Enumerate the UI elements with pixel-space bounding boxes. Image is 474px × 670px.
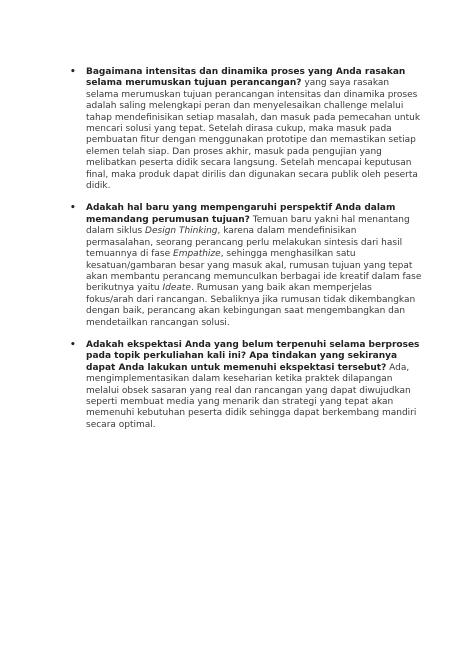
answer-segment: Temuan baru yakni hal menantang dalam siklus — [86, 214, 410, 237]
answer-segment: yang saya rasakan selama merumuskan tujuan perancangan intensitas dan dinamika proses adalah saling melengkapi peran dan menyelesaikan challenge melalui tahap mendefinisikan setiap masalah, dan masuk pada pemecahan untuk mencari solusi yang tepat. Setelah dirasa cukup, maka masuk pada pembuatan fitur dengan menggunakan prototipe dan memastikan setiap elemen telah siap. Dan proses akhir, masuk pada pengujian yang melibatkan peserta didik secara langsung. Setelah mencapai keputusan final, maka produk dapat dirilis dan digunakan secara publik oleh peserta didik. — [86, 78, 421, 192]
answer-segment: , sehingga menghasilkan satu kesatuan/gambaran besar yang masuk akal, rumusan tujuan yang tepat akan membantu perancang memunculkan berbagai ide kreatif dalam fase berikutnya yaitu — [86, 249, 422, 294]
answer-italic-term: Design Thinking — [145, 226, 218, 237]
answer-italic-term: Empathize — [173, 249, 221, 260]
bullet-marker: • — [70, 67, 76, 77]
reflection-list — [70, 67, 422, 442]
bullet-marker: • — [70, 339, 76, 350]
answer-text — [86, 215, 421, 328]
answer-segment: Ada, mengimplementasikan dalam keseharian ketika praktek dilapangan melalui obsek sasaran yang real dan rancangan yang dapat diwujudkan seperti membuat media yang menarik dan strategi yang tepat akan memenuhi kebutuhan peserta didik sehingga dapat berkembang mandiri secara optimal. — [86, 362, 417, 430]
list-item — [70, 67, 422, 192]
list-item — [70, 203, 422, 328]
answer-text — [86, 78, 420, 191]
list-item — [70, 340, 422, 431]
question-text: Adakah hal baru yang mempengaruhi perspektif Anda dalam memandang perumusan tujuan? — [86, 203, 396, 225]
answer-segment: . Rumusan yang baik akan memperjelas fokus/arah dari rancangan. Sebaliknya jika rumusan tidak dikembangkan dengan baik, perancang akan kebingungan saat mengembangkan dan mendetailkan rancangan solusi. — [86, 283, 416, 328]
answer-italic-term: Ideate — [162, 283, 191, 294]
bullet-marker: • — [70, 203, 76, 214]
question-text: Bagaimana intensitas dan dinamika proses yang Anda rasakan selama merumuskan tujuan perancangan? — [86, 67, 406, 89]
question-text: Adakah ekspektasi Anda yang belum terpenuhi selama berproses pada topik perkuliahan kali ini? Apa tindakan yang sekiranya dapat Anda lakukan untuk memenuhi ekspektasi tersebut? — [86, 339, 420, 373]
answer-segment: , karena dalam mendefinisikan permasalahan, seorang perancang perlu melakukan sintesis dari hasil temuannya di fase — [86, 226, 403, 260]
